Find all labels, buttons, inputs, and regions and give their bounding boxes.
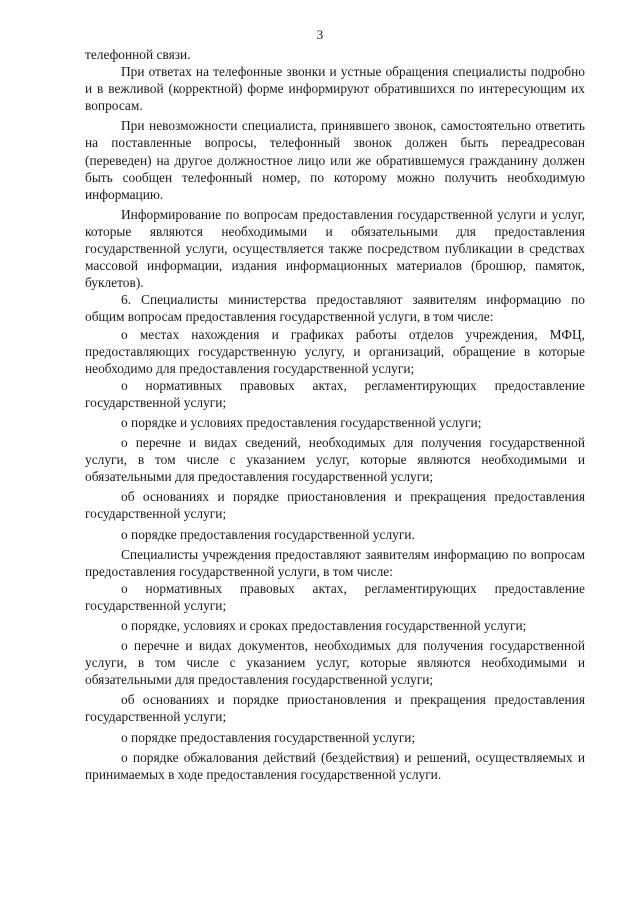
- paragraph: телефонной связи.: [85, 47, 191, 62]
- list-item: о нормативных правовых актах, регламентирующих предоставление государственной услуги;: [85, 377, 585, 410]
- paragraph: При ответах на телефонные звонки и устные обращения специалисты подробно и в вежливой (корректной) форме информируют обратившихся по интересующим их вопросам.: [85, 64, 585, 114]
- document-body: [85, 46, 585, 786]
- list-item: о порядке и условиях предоставления государственной услуги;: [121, 414, 482, 430]
- list-item: об основаниях и порядке приостановления и прекращения предоставления государственной услуги;: [85, 692, 585, 725]
- list-item: о нормативных правовых актах, регламентирующих предоставление государственной услуги;: [85, 580, 585, 613]
- list-item: о порядке, условиях и сроках предоставления государственной услуги;: [121, 618, 527, 633]
- list-item: об основаниях и порядке приостановления и прекращения предоставления государственной услуги;: [85, 489, 585, 522]
- list-item: о перечне и видах документов, необходимых для получения государственной услуги, в том числе с указанием услуг, которые являются необходимыми и обязательными для предоставления государственной услуги;: [85, 638, 585, 688]
- page-number: 3: [316, 27, 324, 42]
- list-item: о порядке обжалования действий (бездействия) и решений, осуществляемых и принимаемых в ходе предоставления государственной услуги.: [85, 749, 585, 782]
- paragraph: При невозможности специалиста, принявшего звонок, самостоятельно ответить на поставленные вопросы, телефонный звонок должен быть переадресован (переведен) на другое должностное лицо или же обратившемуся гражданину должен быть сообщен телефонный номер, по которому можно получить необходимую информацию.: [85, 118, 585, 202]
- list-item: о местах нахождения и графиках работы отделов учреждения, МФЦ, предоставляющих государственную услугу, и организаций, обращение в которые необходимо для предоставления государственной услуги;: [85, 326, 585, 376]
- list-item: о порядке предоставления государственной услуги.: [121, 526, 415, 542]
- list-item: о порядке предоставления государственной услуги;: [121, 729, 416, 745]
- paragraph: Информирование по вопросам предоставления государственной услуги и услуг, которые являются необходимыми и обязательными для предоставления государственной услуги, осуществляется также посредством публикации в средствах массовой информации, издания информационных материалов (брошюр, памяток, буклетов).: [85, 206, 585, 291]
- paragraph: 6. Специалисты министерства предоставляют заявителям информацию по общим вопросам предоставления государственной услуги, в том числе:: [85, 292, 585, 325]
- paragraph: Специалисты учреждения предоставляют заявителям информацию по вопросам предоставления государственной услуги, в том числе:: [85, 546, 585, 579]
- list-item: о перечне и видах сведений, необходимых для получения государственной услуги, в том числе с указанием услуг, которые являются необходимыми и обязательными для предоставления государственной услуги;: [85, 435, 585, 485]
